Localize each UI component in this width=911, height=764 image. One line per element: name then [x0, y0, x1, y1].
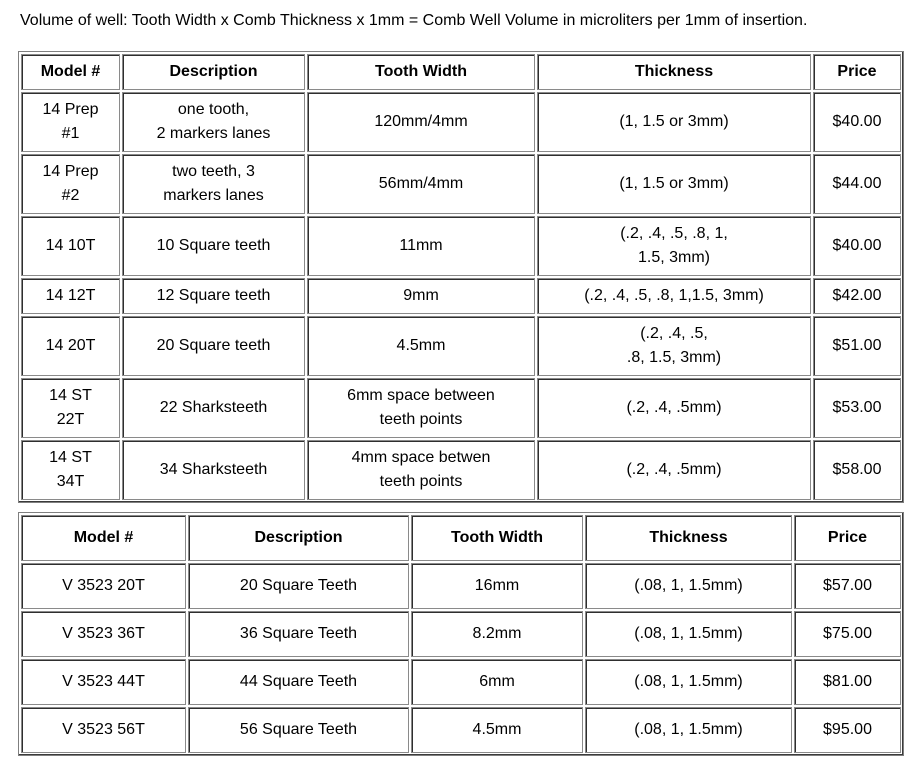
model-cell: V 3523 20T	[21, 563, 186, 609]
description-cell: 34 Sharksteeth	[122, 440, 305, 500]
price-cell: $75.00	[794, 611, 901, 657]
table-row	[21, 216, 901, 276]
table-row	[21, 378, 901, 438]
model-cell: 14 Prep #1	[21, 92, 120, 152]
description-cell: 44 Square Teeth	[188, 659, 409, 705]
description-cell: 22 Sharksteeth	[122, 378, 305, 438]
table-row	[21, 440, 901, 500]
header-description: Description	[122, 54, 305, 90]
thickness-cell: (.08, 1, 1.5mm)	[585, 563, 792, 609]
description-cell: 20 Square Teeth	[188, 563, 409, 609]
header-description: Description	[188, 515, 409, 561]
description-cell: 10 Square teeth	[122, 216, 305, 276]
thickness-cell: (.08, 1, 1.5mm)	[585, 707, 792, 753]
model-cell: V 3523 44T	[21, 659, 186, 705]
thickness-cell: (.2, .4, .5, .8, 1,1.5, 3mm)	[537, 278, 811, 314]
description-cell: 12 Square teeth	[122, 278, 305, 314]
description-cell: one tooth, 2 markers lanes	[122, 92, 305, 152]
header-model: Model #	[21, 54, 120, 90]
price-cell: $81.00	[794, 659, 901, 705]
thickness-cell: (.2, .4, .5mm)	[537, 440, 811, 500]
table-row	[21, 278, 901, 314]
description-cell: two teeth, 3 markers lanes	[122, 154, 305, 214]
tooth-width-cell: 120mm/4mm	[307, 92, 535, 152]
header-tooth-width: Tooth Width	[307, 54, 535, 90]
thickness-cell: (.2, .4, .5, .8, 1.5, 3mm)	[537, 316, 811, 376]
thickness-cell: (.08, 1, 1.5mm)	[585, 659, 792, 705]
description-cell: 36 Square Teeth	[188, 611, 409, 657]
table-row	[21, 707, 901, 753]
table-row	[21, 659, 901, 705]
model-cell: V 3523 36T	[21, 611, 186, 657]
table-row	[21, 92, 901, 152]
tooth-width-cell: 9mm	[307, 278, 535, 314]
tooth-width-cell: 16mm	[411, 563, 583, 609]
thickness-cell: (.2, .4, .5, .8, 1, 1.5, 3mm)	[537, 216, 811, 276]
model-cell: 14 20T	[21, 316, 120, 376]
model-cell: V 3523 56T	[21, 707, 186, 753]
header-tooth-width: Tooth Width	[411, 515, 583, 561]
table-header-row	[21, 54, 901, 90]
header-thickness: Thickness	[537, 54, 811, 90]
model-cell: 14 10T	[21, 216, 120, 276]
model-cell: 14 Prep #2	[21, 154, 120, 214]
price-cell: $58.00	[813, 440, 901, 500]
description-cell: 56 Square Teeth	[188, 707, 409, 753]
tooth-width-cell: 6mm	[411, 659, 583, 705]
header-price: Price	[794, 515, 901, 561]
thickness-cell: (.08, 1, 1.5mm)	[585, 611, 792, 657]
tooth-width-cell: 11mm	[307, 216, 535, 276]
model-cell: 14 12T	[21, 278, 120, 314]
price-cell: $95.00	[794, 707, 901, 753]
thickness-cell: (1, 1.5 or 3mm)	[537, 92, 811, 152]
comb-table-14-series	[18, 51, 904, 503]
thickness-cell: (1, 1.5 or 3mm)	[537, 154, 811, 214]
tooth-width-cell: 56mm/4mm	[307, 154, 535, 214]
table-row	[21, 611, 901, 657]
tooth-width-cell: 6mm space between teeth points	[307, 378, 535, 438]
model-cell: 14 ST 22T	[21, 378, 120, 438]
table-row	[21, 316, 901, 376]
header-model: Model #	[21, 515, 186, 561]
tooth-width-cell: 8.2mm	[411, 611, 583, 657]
price-cell: $42.00	[813, 278, 901, 314]
tooth-width-cell: 4.5mm	[307, 316, 535, 376]
model-cell: 14 ST 34T	[21, 440, 120, 500]
tooth-width-cell: 4mm space betwen teeth points	[307, 440, 535, 500]
tooth-width-cell: 4.5mm	[411, 707, 583, 753]
header-thickness: Thickness	[585, 515, 792, 561]
description-cell: 20 Square teeth	[122, 316, 305, 376]
price-cell: $53.00	[813, 378, 901, 438]
header-price: Price	[813, 54, 901, 90]
price-cell: $51.00	[813, 316, 901, 376]
price-cell: $40.00	[813, 216, 901, 276]
volume-formula-note: Volume of well: Tooth Width x Comb Thickness x 1mm = Comb Well Volume in microliters per 1mm of insertion.	[20, 12, 808, 29]
price-cell: $40.00	[813, 92, 901, 152]
table-header-row	[21, 515, 901, 561]
thickness-cell: (.2, .4, .5mm)	[537, 378, 811, 438]
price-cell: $57.00	[794, 563, 901, 609]
table-row	[21, 563, 901, 609]
comb-table-v3523-series	[18, 512, 904, 756]
price-cell: $44.00	[813, 154, 901, 214]
table-row	[21, 154, 901, 214]
